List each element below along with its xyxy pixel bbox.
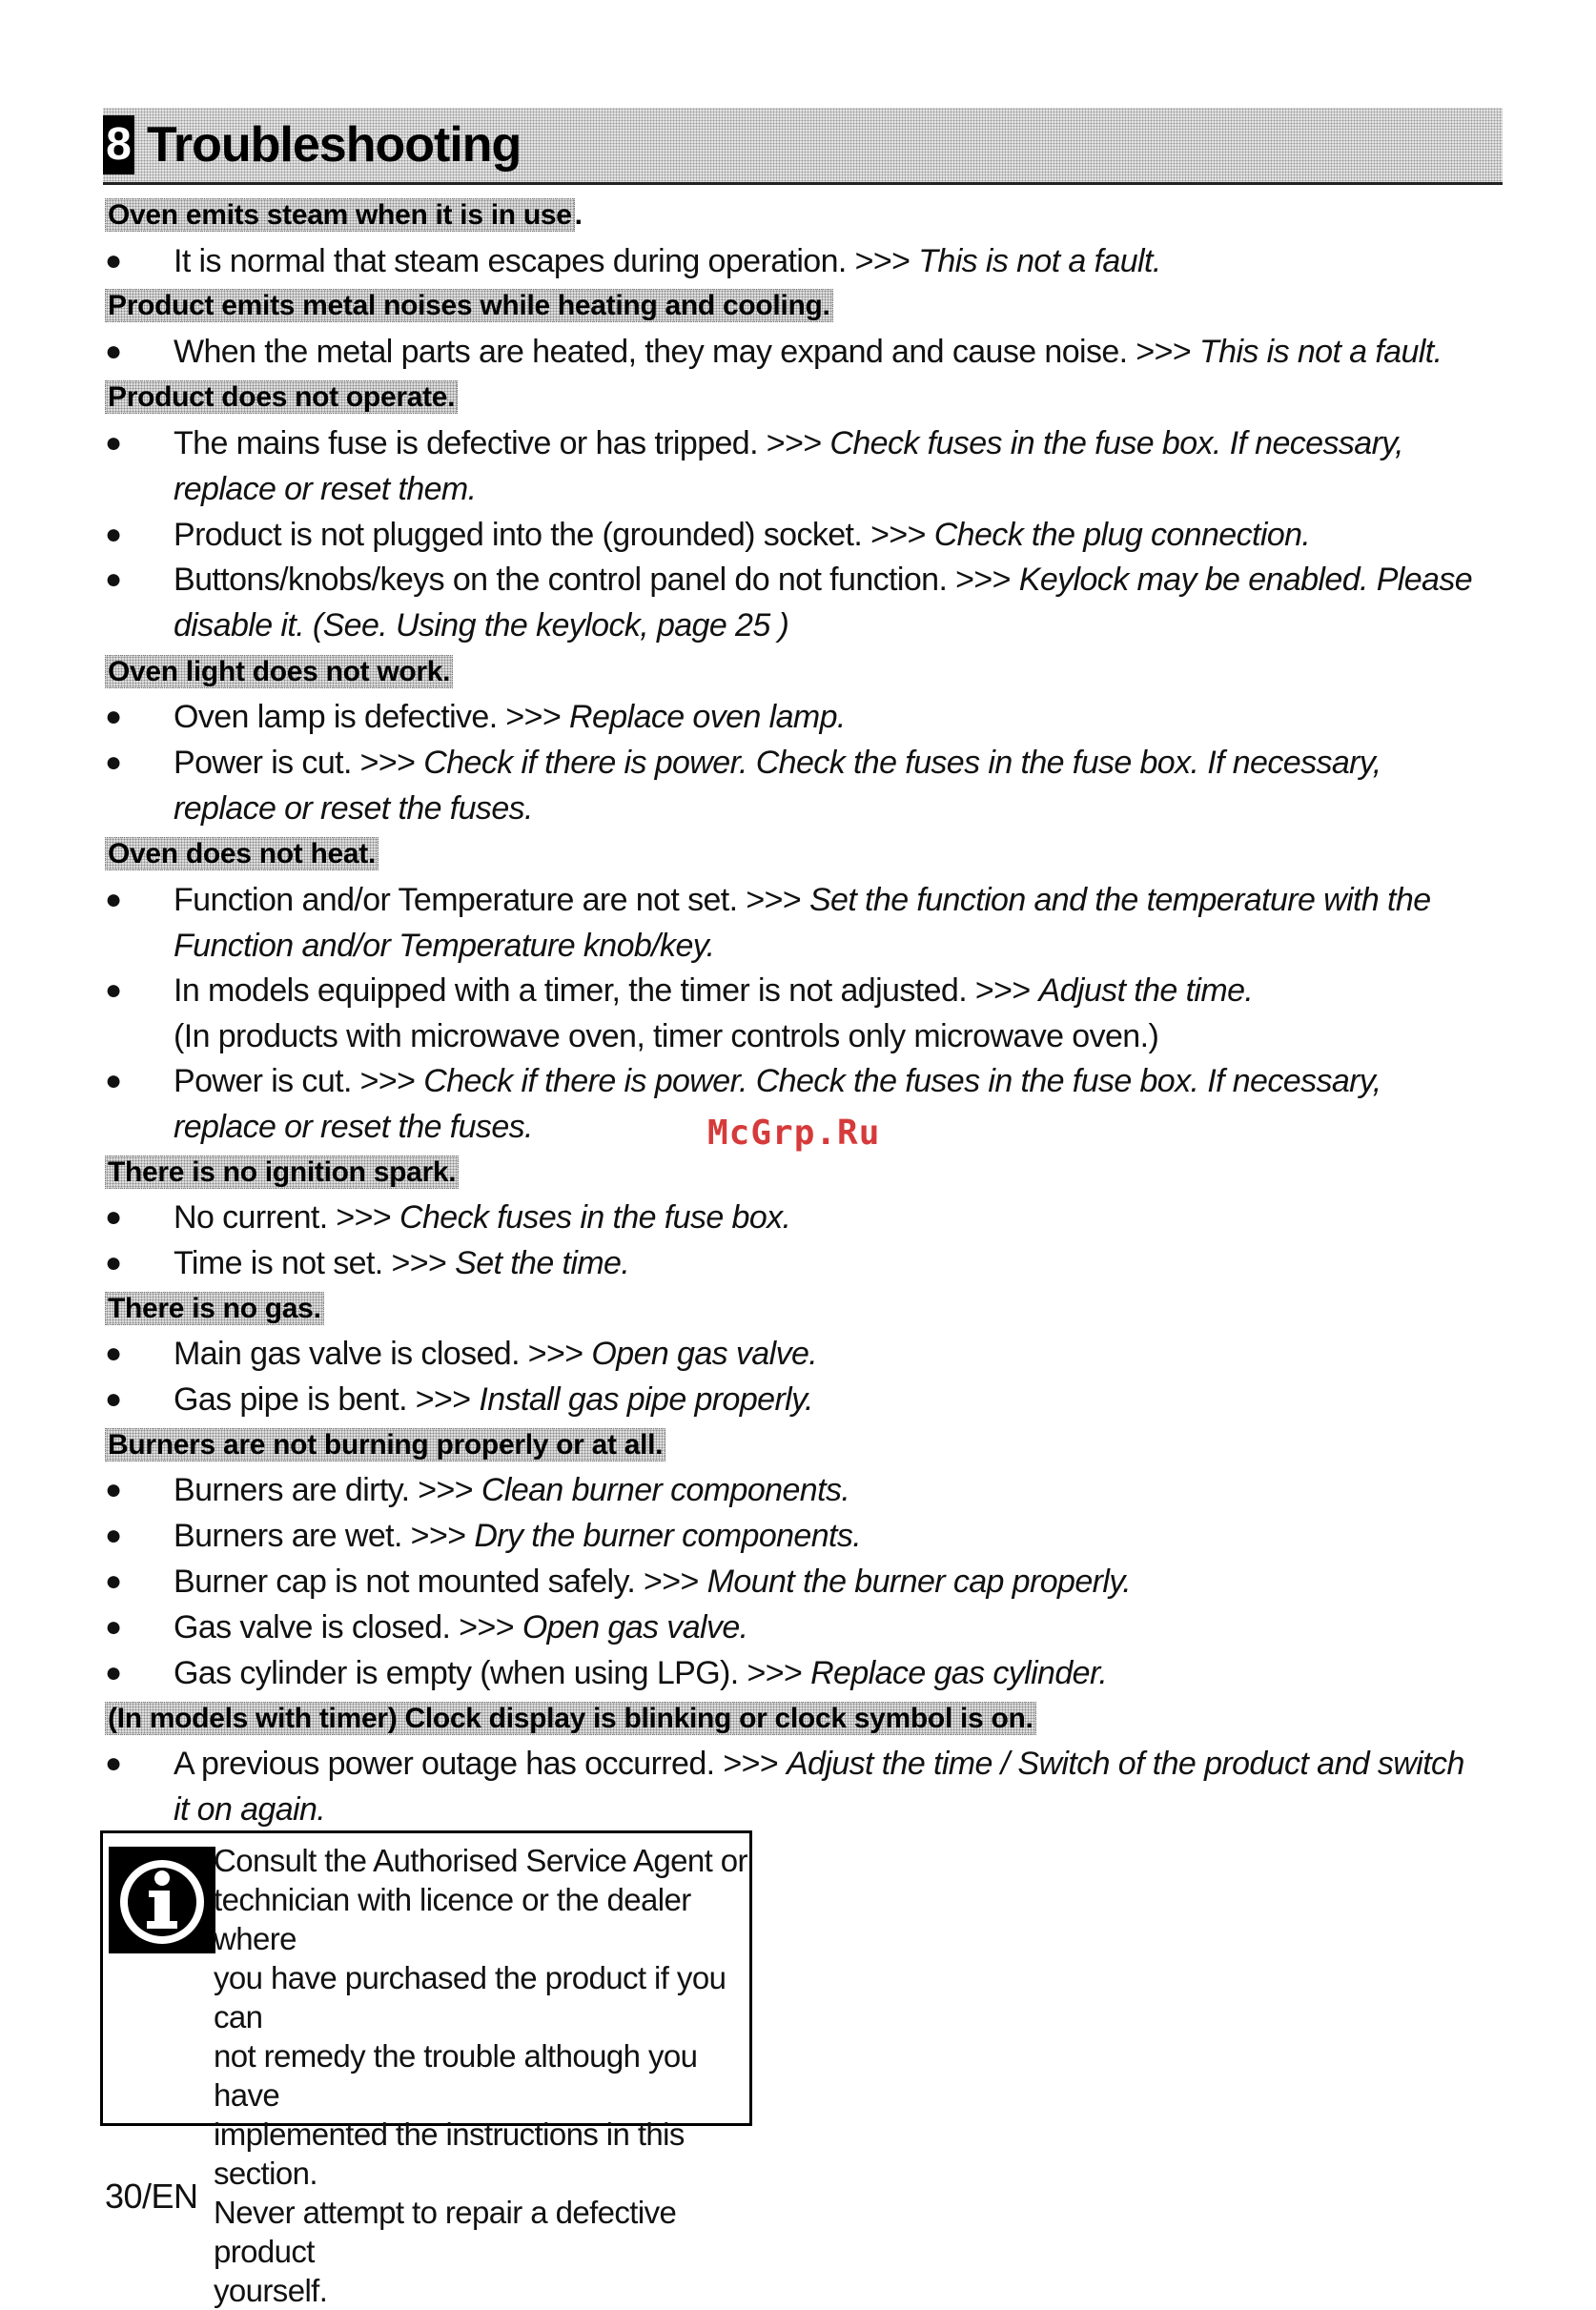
bullet-icon: ● bbox=[105, 1657, 122, 1688]
info-note-line: Never attempt to repair a defective product bbox=[214, 2195, 677, 2269]
item-action: Check the plug connection. bbox=[933, 517, 1311, 553]
info-note-line: implemented the instructions in this section. bbox=[214, 2116, 685, 2191]
list-item bbox=[105, 1650, 1478, 1696]
item-cause: When the metal parts are heated, they may expand and cause noise. >>> bbox=[174, 334, 1199, 370]
info-note-line: technician with licence or the dealer where bbox=[214, 1882, 691, 1956]
bullet-icon: ● bbox=[105, 746, 122, 778]
item-cause: Gas cylinder is empty (when using LPG). >>> bbox=[174, 1655, 811, 1691]
chapter-number: 8 bbox=[103, 115, 134, 174]
info-note-text bbox=[214, 1841, 747, 2310]
bullet-icon: ● bbox=[105, 1201, 122, 1233]
item-action: Set the time. bbox=[455, 1245, 630, 1281]
item-action: Install gas pipe properly. bbox=[479, 1381, 813, 1418]
list-item bbox=[105, 1331, 1478, 1377]
info-note-line: yourself. bbox=[214, 2273, 328, 2308]
item-cause: In models equipped with a timer, the timer is not adjusted. >>> bbox=[174, 972, 1039, 1009]
item-action: Replace gas cylinder. bbox=[810, 1655, 1108, 1691]
list-item bbox=[105, 512, 1478, 558]
bullet-icon: ● bbox=[105, 336, 122, 367]
item-action: Replace oven lamp. bbox=[569, 699, 846, 735]
list-item bbox=[105, 329, 1478, 375]
info-icon bbox=[109, 1847, 215, 1953]
section-title: Burners are not burning properly or at all. bbox=[105, 1428, 665, 1462]
list-item bbox=[105, 740, 1478, 831]
item-action: Check if there is power. Check the fuses in the fuse box. If necessary, replace or reset the fuses. bbox=[174, 745, 1381, 827]
item-action: This is not a fault. bbox=[918, 243, 1161, 279]
page-number: 30/EN bbox=[105, 2177, 198, 2216]
bullet-icon: ● bbox=[105, 1520, 122, 1551]
bullet-icon: ● bbox=[105, 1611, 122, 1643]
section-heading bbox=[105, 1428, 665, 1462]
item-cause: Burner cap is not mounted safely. >>> bbox=[174, 1564, 707, 1600]
section-heading bbox=[105, 837, 379, 871]
item-action: Adjust the time. bbox=[1038, 972, 1254, 1009]
section-heading bbox=[105, 1702, 1036, 1736]
item-action: Adjust the time / Switch of the product and switch it on again. bbox=[174, 1746, 1464, 1828]
list-item bbox=[105, 1513, 1478, 1559]
info-note-line: not remedy the trouble although you have bbox=[214, 2038, 698, 2113]
list-item bbox=[105, 1195, 1478, 1240]
section-title-suffix: . bbox=[574, 199, 583, 231]
item-action: Open gas valve. bbox=[591, 1336, 818, 1372]
section-heading bbox=[105, 655, 453, 689]
item-cause: No current. >>> bbox=[174, 1199, 400, 1236]
bullet-icon: ● bbox=[105, 427, 122, 459]
section-title: Product emits metal noises while heating and cooling. bbox=[105, 289, 833, 322]
section-title: (In models with timer) Clock display is blinking or clock symbol is on. bbox=[105, 1702, 1036, 1735]
page-title: Troubleshooting bbox=[147, 117, 522, 173]
list-item bbox=[105, 1467, 1478, 1513]
item-cause: A previous power outage has occurred. >>> bbox=[174, 1746, 787, 1782]
item-cause: Main gas valve is closed. >>> bbox=[174, 1336, 592, 1372]
bullet-icon: ● bbox=[105, 563, 122, 595]
section-heading bbox=[105, 198, 583, 233]
chapter-header bbox=[103, 108, 1503, 185]
list-item bbox=[105, 1605, 1478, 1650]
item-action: Keylock may be enabled. Please disable it. (See. Using the keylock, page 25 ) bbox=[174, 562, 1473, 644]
section-title: Product does not operate. bbox=[105, 380, 458, 414]
info-note-line: you have purchased the product if you can bbox=[214, 1960, 726, 2034]
bullet-icon: ● bbox=[105, 701, 122, 732]
item-action: Check fuses in the fuse box. bbox=[399, 1199, 791, 1236]
bullet-icon: ● bbox=[105, 245, 122, 276]
bullet-icon: ● bbox=[105, 884, 122, 915]
item-note: (In products with microwave oven, timer controls only microwave oven.) bbox=[174, 1018, 1159, 1054]
item-cause: Power is cut. >>> bbox=[174, 745, 424, 781]
list-item bbox=[105, 877, 1478, 969]
item-cause: Buttons/knobs/keys on the control panel do not function. >>> bbox=[174, 562, 1019, 598]
list-item bbox=[105, 1741, 1478, 1832]
bullet-icon: ● bbox=[105, 1065, 122, 1096]
list-item bbox=[105, 420, 1478, 512]
item-action: Open gas valve. bbox=[522, 1609, 748, 1646]
list-item bbox=[105, 694, 1478, 740]
section-title: Oven light does not work. bbox=[105, 655, 453, 688]
watermark: McGrp.Ru bbox=[707, 1114, 881, 1153]
item-action: Check fuses in the fuse box. If necessary, replace or reset them. bbox=[174, 425, 1404, 507]
item-cause: Oven lamp is defective. >>> bbox=[174, 699, 570, 735]
item-cause: Gas pipe is bent. >>> bbox=[174, 1381, 480, 1418]
item-action: This is not a fault. bbox=[1198, 334, 1443, 370]
bullet-icon: ● bbox=[105, 1338, 122, 1369]
item-cause: Product is not plugged into the (grounded) socket. >>> bbox=[174, 517, 934, 553]
bullet-icon: ● bbox=[105, 519, 122, 550]
section-heading bbox=[105, 289, 833, 323]
item-action: Clean burner components. bbox=[481, 1472, 850, 1508]
section-title: Oven emits steam when it is in use bbox=[105, 198, 575, 232]
item-cause: Function and/or Temperature are not set. >>> bbox=[174, 882, 809, 918]
section-heading bbox=[105, 1292, 324, 1326]
list-item bbox=[105, 1240, 1478, 1286]
section-heading bbox=[105, 1155, 459, 1190]
list-item bbox=[105, 1377, 1478, 1422]
section-heading bbox=[105, 380, 458, 415]
item-cause: Time is not set. >>> bbox=[174, 1245, 456, 1281]
bullet-icon: ● bbox=[105, 1247, 122, 1278]
item-cause: Gas valve is closed. >>> bbox=[174, 1609, 522, 1646]
item-action: Check if there is power. Check the fuses in the fuse box. If necessary, replace or reset the fuses. bbox=[174, 1063, 1381, 1145]
bullet-icon: ● bbox=[105, 1474, 122, 1505]
item-cause: Power is cut. >>> bbox=[174, 1063, 424, 1099]
bullet-icon: ● bbox=[105, 1565, 122, 1597]
section-title: Oven does not heat. bbox=[105, 837, 379, 870]
item-cause: Burners are wet. >>> bbox=[174, 1518, 475, 1554]
list-item bbox=[105, 557, 1478, 648]
item-cause: The mains fuse is defective or has tripped. >>> bbox=[174, 425, 830, 461]
bullet-icon: ● bbox=[105, 1748, 122, 1779]
bullet-icon: ● bbox=[105, 974, 122, 1006]
item-cause: Burners are dirty. >>> bbox=[174, 1472, 481, 1508]
info-note-line: Consult the Authorised Service Agent or bbox=[214, 1843, 747, 1878]
bullet-icon: ● bbox=[105, 1383, 122, 1415]
item-action: Mount the burner cap properly. bbox=[706, 1564, 1132, 1600]
list-item bbox=[105, 1559, 1478, 1605]
list-item bbox=[105, 238, 1478, 284]
item-action: Dry the burner components. bbox=[474, 1518, 862, 1554]
section-title: There is no ignition spark. bbox=[105, 1155, 459, 1189]
list-item bbox=[105, 968, 1478, 1059]
item-cause: It is normal that steam escapes during operation. >>> bbox=[174, 243, 919, 279]
item-action: Set the function and the temperature with the Function and/or Temperature knob/key. bbox=[174, 882, 1431, 964]
section-title: There is no gas. bbox=[105, 1292, 324, 1325]
